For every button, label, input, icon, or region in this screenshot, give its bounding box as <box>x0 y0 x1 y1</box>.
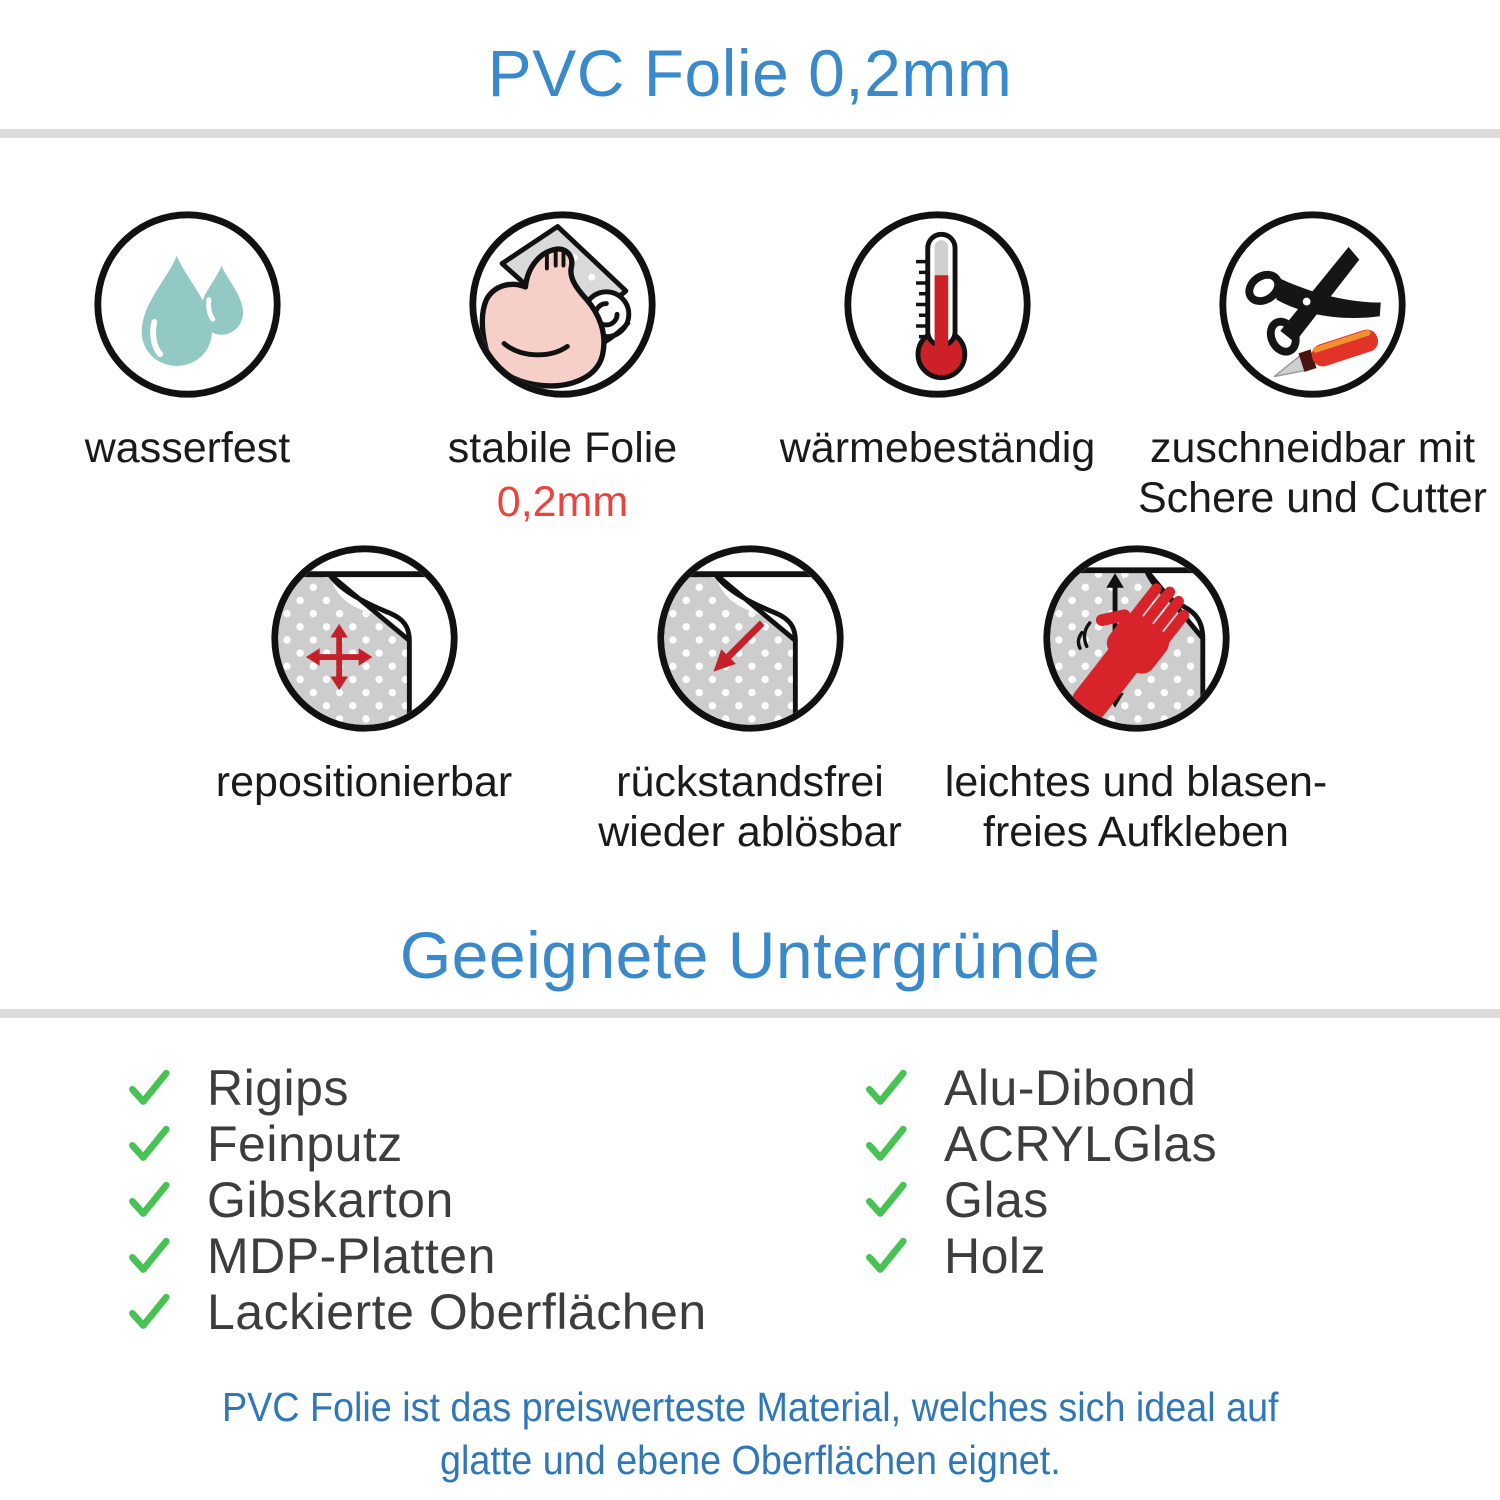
feature-label: wasserfest <box>84 424 291 472</box>
list-item <box>127 1228 707 1284</box>
reposition-foil-icon <box>267 541 462 736</box>
feature-label <box>945 758 1327 858</box>
footer-note <box>0 1381 1500 1488</box>
substrate-label: Gibskarton <box>207 1172 454 1228</box>
feature-stable-foil <box>375 207 750 527</box>
checkmark-icon <box>127 1233 173 1279</box>
checkmark-icon <box>864 1065 910 1111</box>
list-item <box>864 1172 1217 1228</box>
feature-heat-resistant <box>750 207 1125 527</box>
feature-residue-free <box>557 541 943 858</box>
feature-label <box>1138 424 1487 524</box>
substrates-column-right <box>864 1060 1218 1284</box>
feature-label-line2: freies Aufkleben <box>983 807 1289 856</box>
checkmark-icon <box>127 1121 173 1167</box>
feature-sublabel-thickness: 0,2mm <box>496 477 629 526</box>
substrate-label: Feinputz <box>207 1116 403 1172</box>
feature-label: wärmebeständig <box>779 424 1096 472</box>
substrate-label: Lackierte Oberflächen <box>207 1284 707 1340</box>
feature-label: stabile Folie <box>447 424 678 472</box>
substrate-label: ACRYLGlas <box>944 1116 1218 1172</box>
feature-repositionable <box>171 541 557 858</box>
peel-off-foil-icon <box>653 541 848 736</box>
substrate-label: Glas <box>944 1172 1049 1228</box>
feature-label-line1: zuschneidbar mit <box>1149 424 1476 472</box>
checkmark-icon <box>864 1233 910 1279</box>
substrate-label: Holz <box>944 1228 1047 1284</box>
strong-arm-foil-roll-icon <box>465 207 660 402</box>
feature-row-2 <box>171 541 1329 858</box>
feature-cuttable <box>1125 207 1500 527</box>
divider-bottom <box>0 1009 1500 1018</box>
feature-row-1 <box>0 207 1500 527</box>
checkmark-icon <box>864 1177 910 1223</box>
feature-label-line1: leichtes und blasen- <box>944 758 1328 806</box>
checkmark-icon <box>127 1289 173 1335</box>
divider-top <box>0 129 1500 138</box>
checkmark-icon <box>127 1177 173 1223</box>
section-title-substrates: Geeignete Untergründe <box>399 918 1101 992</box>
list-item <box>127 1284 707 1340</box>
feature-label-line2: wieder ablösbar <box>598 807 902 856</box>
checkmark-icon <box>127 1065 173 1111</box>
list-item <box>127 1060 707 1116</box>
list-item <box>864 1228 1217 1284</box>
feature-waterproof <box>0 207 375 527</box>
footer-line-1: PVC Folie ist das preiswerteste Material, welches sich ideal auf <box>221 1384 1279 1430</box>
scissors-cutter-icon <box>1215 207 1410 402</box>
substrate-label: MDP-Platten <box>207 1228 496 1284</box>
checkmark-icon <box>864 1121 910 1167</box>
hand-smoothing-foil-icon <box>1039 541 1234 736</box>
water-drops-icon <box>90 207 285 402</box>
feature-label-line2: Schere und Cutter <box>1138 473 1487 522</box>
list-item <box>127 1116 707 1172</box>
substrate-label: Alu-Dibond <box>944 1060 1197 1116</box>
list-item <box>864 1060 1217 1116</box>
substrates-column-left <box>127 1060 707 1340</box>
feature-label: repositionierbar <box>215 758 513 806</box>
list-item <box>127 1172 707 1228</box>
substrate-label: Rigips <box>207 1060 349 1116</box>
feature-label <box>598 758 902 858</box>
page-title: PVC Folie 0,2mm <box>487 36 1013 110</box>
thermometer-icon <box>840 207 1035 402</box>
footer-line-2: glatte und ebene Oberflächen eignet. <box>439 1437 1061 1484</box>
feature-label-line1: rückstandsfrei <box>616 758 884 806</box>
list-item <box>864 1116 1218 1172</box>
feature-easy-application <box>943 541 1329 858</box>
